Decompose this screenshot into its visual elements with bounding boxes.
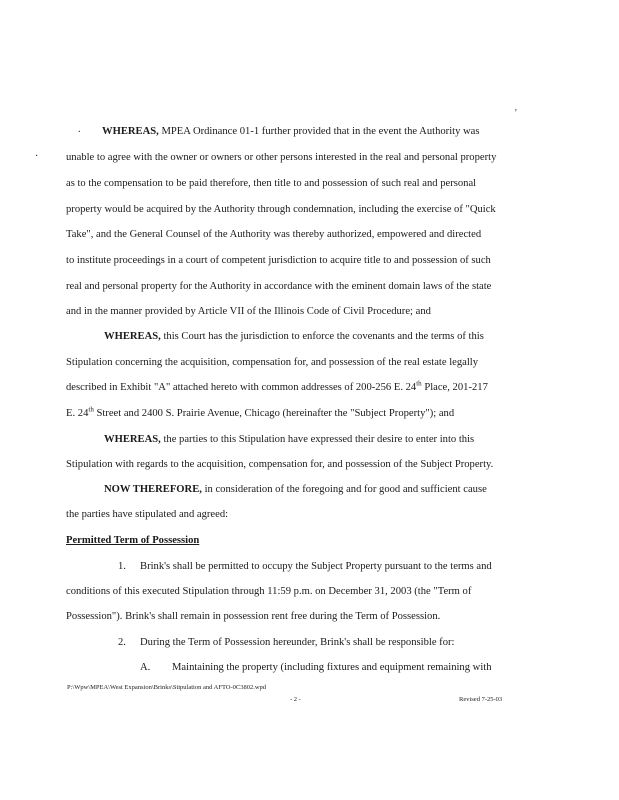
paragraph-3-line-2: Stipulation with regards to the acquisition, compensation for, and possession of the Subject Property.: [66, 459, 494, 470]
item-1-line-2: conditions of this executed Stipulation through 11:59 p.m. on December 31, 2003 (the "Term of: [66, 586, 472, 597]
text: described in Exhibit "A" attached hereto with common addresses of 200-256 E. 24: [66, 382, 417, 393]
footer-file-path: P:\Wpw\MPEA\West Expansion\Brinks\Stipulation and AFTO-0C3802.wpd: [67, 684, 267, 691]
paragraph-2-line-1: [104, 330, 484, 343]
paragraph-1-line-1: [102, 125, 480, 138]
paragraph-2-line-3: [66, 381, 488, 394]
item-2-line-1: During the Term of Possession hereunder, Brink's shall be responsible for:: [140, 637, 455, 648]
footer-revised-date: Revised 7-25-03: [459, 696, 503, 703]
superscript: th: [88, 405, 94, 414]
item-2-number: 2.: [118, 637, 126, 648]
paragraph-1-line-6: to institute proceedings in a court of competent jurisdiction to acquire title to and possession of such: [66, 255, 491, 266]
superscript: th: [416, 379, 422, 388]
item-a-line-1: Maintaining the property (including fixtures and equipment remaining with: [172, 662, 492, 673]
paragraph-4-line-2: the parties have stipulated and agreed:: [66, 509, 229, 520]
text: Street and 2400 S. Prairie Avenue, Chicago (hereinafter the "Subject Property"); and: [93, 408, 455, 419]
item-a-letter: A.: [140, 662, 151, 673]
paragraph-1-line-8: and in the manner provided by Article VII of the Illinois Code of Civil Procedure; and: [66, 306, 431, 317]
whereas-lead: WHEREAS,: [102, 126, 159, 137]
scan-mark: ·: [35, 151, 39, 162]
text: this Court has the jurisdiction to enforce the covenants and the terms of this: [160, 331, 484, 342]
text: MPEA Ordinance 01-1 further provided that in the event the Authority was: [158, 126, 480, 137]
paragraph-2-line-4: [66, 407, 454, 420]
item-1-line-3: Possession"). Brink's shall remain in possession rent free during the Term of Possession.: [66, 611, 441, 622]
paragraph-1-line-3: as to the compensation to be paid therefore, then title to and possession of such real and personal: [66, 178, 477, 189]
text: Place, 201-217: [421, 382, 488, 393]
paragraph-2-line-2: Stipulation concerning the acquisition, compensation for, and possession of the real estate legally: [66, 357, 479, 368]
text: E. 24: [66, 408, 89, 419]
text: in consideration of the foregoing and for good and sufficient cause: [201, 484, 487, 495]
paragraph-1-line-5: Take", and the General Counsel of the Authority was thereby authorized, empowered and directed: [66, 229, 482, 240]
paragraph-3-line-1: [104, 433, 474, 446]
paragraph-1-line-4: property would be acquired by the Authority through condemnation, including the exercise of "Quick: [66, 204, 496, 215]
scan-mark: ': [515, 108, 517, 119]
whereas-lead: WHEREAS,: [104, 331, 161, 342]
item-1-line-1: Brink's shall be permitted to occupy the Subject Property pursuant to the terms and: [140, 561, 492, 572]
scan-mark: .: [78, 124, 81, 135]
footer-page-number: - 2 -: [290, 696, 301, 703]
paragraph-1-line-2: unable to agree with the owner or owners or other persons interested in the real and personal property: [66, 152, 497, 163]
section-heading: Permitted Term of Possession: [66, 535, 200, 546]
paragraph-4-line-1: [104, 483, 487, 496]
paragraph-1-line-7: real and personal property for the Authority in accordance with the eminent domain laws of the state: [66, 281, 492, 292]
text: the parties to this Stipulation have expressed their desire to enter into this: [160, 434, 475, 445]
whereas-lead: WHEREAS,: [104, 434, 161, 445]
now-therefore-lead: NOW THEREFORE,: [104, 484, 202, 495]
item-1-number: 1.: [118, 561, 126, 572]
